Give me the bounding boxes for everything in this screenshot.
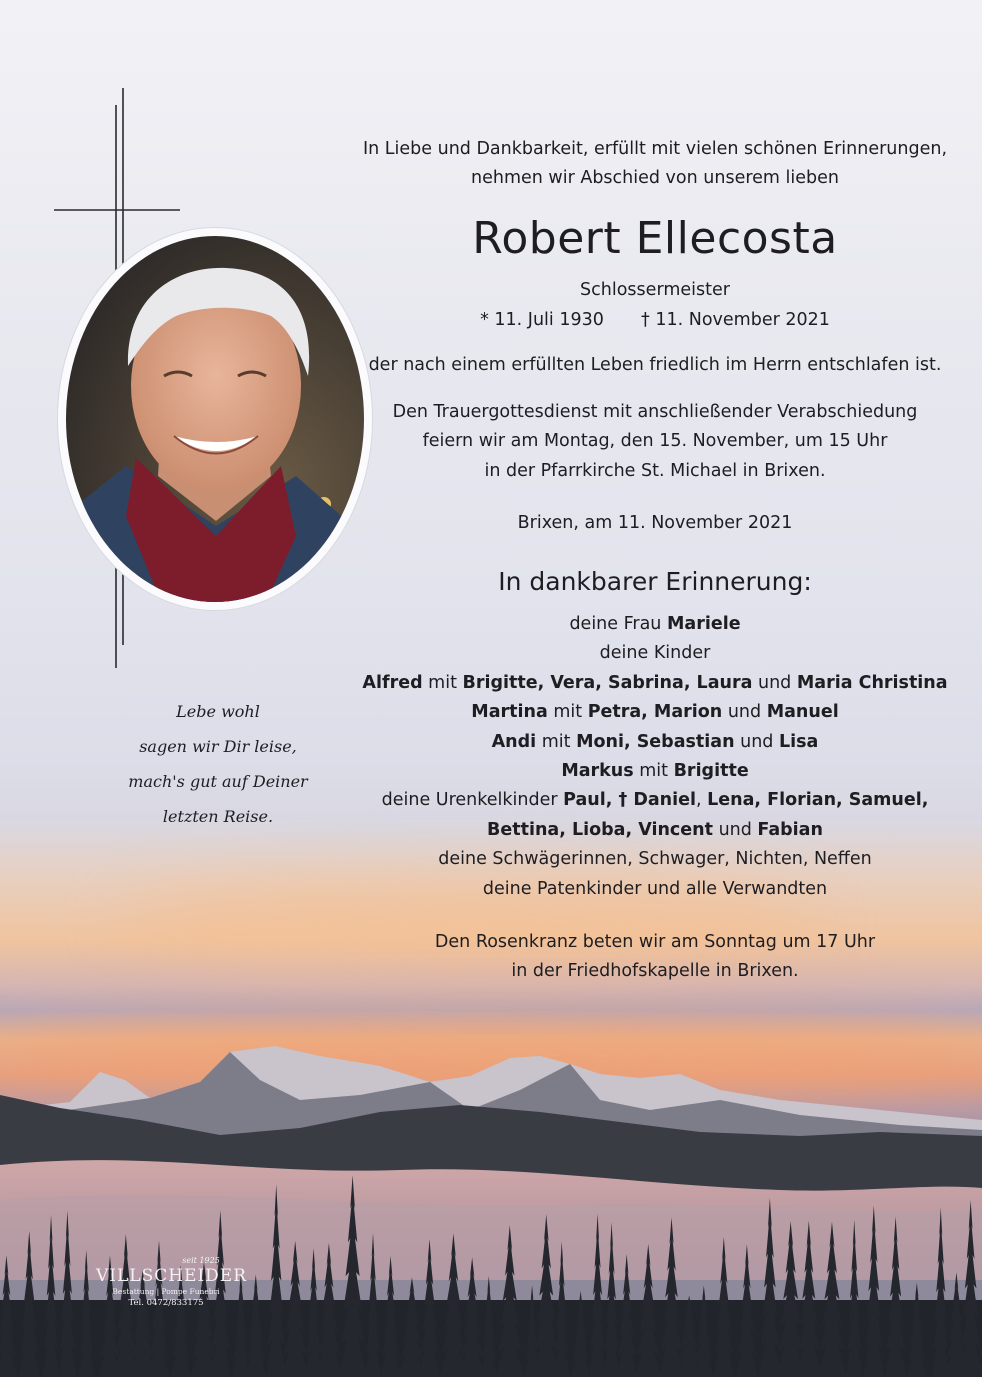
intro-text [360, 135, 950, 194]
birth-date: * 11. Juli 1930 [480, 310, 604, 330]
logo-brand: VILLSCHEIDER [96, 1266, 248, 1286]
rosary-line-2: in der Friedhofskapelle in Brixen. [511, 961, 799, 982]
peace-line: der nach einem erfüllten Leben friedlich im Herrn entschlafen ist. [368, 355, 942, 375]
intro-line-1: In Liebe und Dankbarkeit, erfüllt mit vielen schönen Erinnerungen, [362, 139, 948, 159]
place-date: Brixen, am 11. November 2021 [517, 513, 793, 533]
portrait-photo [66, 236, 364, 602]
poem-line-4: letzten Reise. [162, 807, 274, 826]
funeral-home-logo [96, 1256, 248, 1310]
service-line-1: Den Trauergottesdienst mit anschließender Verabschiedung [392, 402, 918, 422]
mourners-list [360, 610, 950, 904]
great-grandchildren: deine Urenkelkinder Paul, † Daniel, Lena, Florian, Samuel, [381, 790, 929, 811]
intro-line-2: nehmen wir Abschied von unserem lieben [471, 168, 839, 189]
poem-line-2: sagen wir Dir leise, [139, 737, 297, 756]
service-line-3: in der Pfarrkirche St. Michael in Brixen. [484, 460, 826, 481]
service-line-2: feiern wir am Montag, den 15. November, um 15 Uhr [422, 431, 888, 452]
in-laws: deine Schwägerinnen, Schwager, Nichten, Neffen [438, 849, 872, 870]
great-grandchildren-2: Bettina, Lioba, Vincent und Fabian [487, 819, 823, 840]
logo-since: seit 1925 [182, 1256, 220, 1265]
mourner-row: Alfred mit Brigitte, Vera, Sabrina, Laura und Maria Christina [362, 672, 948, 693]
children-label: deine Kinder [599, 643, 711, 664]
logo-phone: Tel. 0472/833175 [128, 1298, 204, 1308]
mourner-row: Martina mit Petra, Marion und Manuel [471, 702, 839, 723]
mourner-row: Markus mit Brigitte [561, 761, 749, 782]
life-dates [360, 306, 950, 335]
mourner-row: Andi mit Moni, Sebastian und Lisa [491, 731, 819, 752]
rosary-line-1: Den Rosenkranz beten wir am Sonntag um 17 Uhr [434, 932, 876, 952]
deceased-name: Robert Ellecosta [472, 213, 838, 264]
mourners-heading: In dankbarer Erinnerung: [498, 567, 812, 596]
death-date: † 11. November 2021 [641, 310, 830, 330]
rosary-text [360, 928, 950, 987]
farewell-poem [108, 694, 328, 834]
logo-sub: Bestattung | Pompe Funebri [112, 1287, 220, 1296]
godchildren: deine Patenkinder und alle Verwandten [482, 878, 828, 899]
service-text [360, 398, 950, 486]
profession: Schlossermeister [580, 280, 730, 300]
mourner-wife: deine Frau Mariele [569, 614, 741, 634]
poem-line-1: Lebe wohl [176, 702, 260, 721]
poem-line-3: mach's gut auf Deiner [128, 772, 308, 791]
